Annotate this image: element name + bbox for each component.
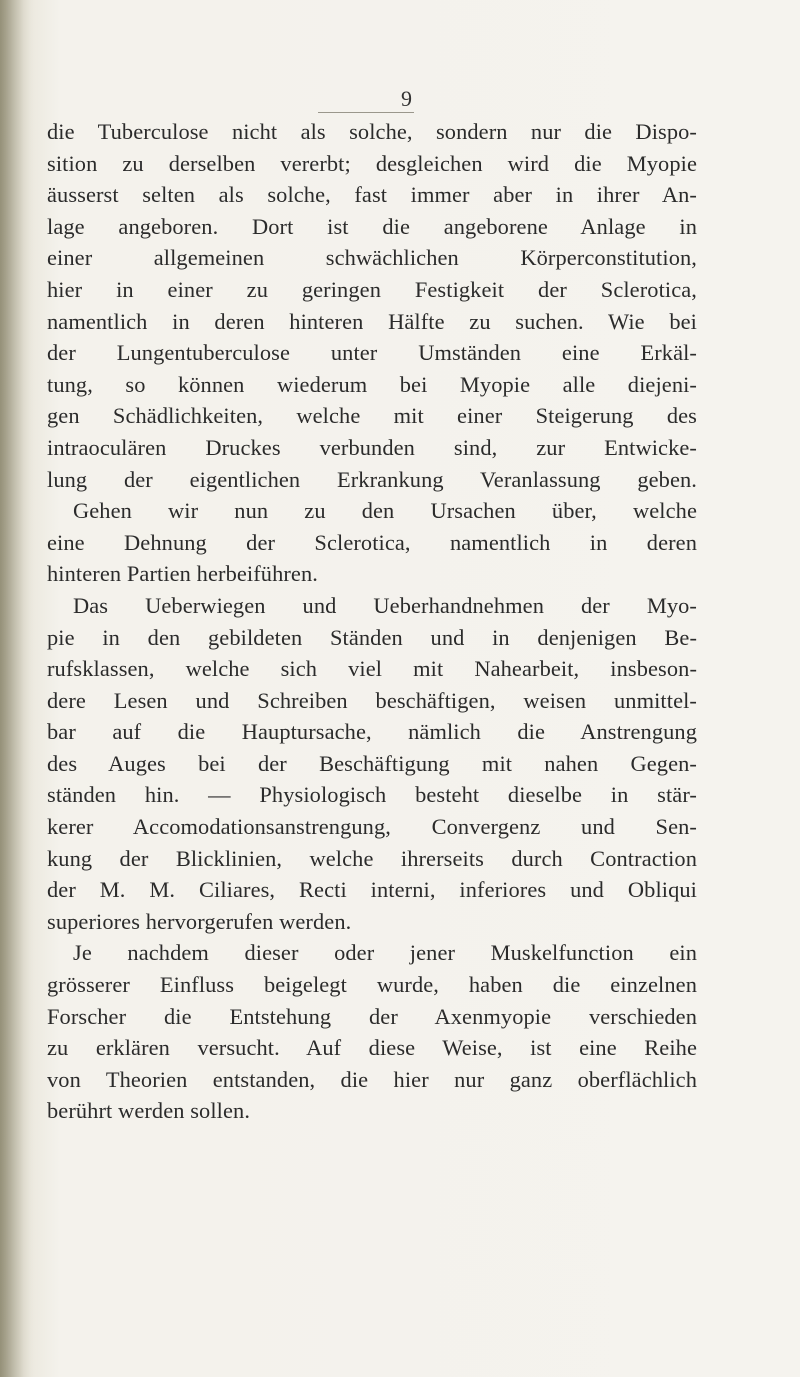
text-line: Je nachdem dieser oder jener Muskelfunction ein <box>73 940 697 966</box>
text-line: namentlich in deren hinteren Hälfte zu suchen. Wie bei <box>47 308 697 334</box>
body-text <box>47 116 697 1127</box>
text-line: hier in einer zu geringen Festigkeit der Sclerotica, <box>47 276 697 302</box>
binding-shadow <box>0 0 34 1377</box>
text-line: rufsklassen, welche sich viel mit Nahearbeit, insbeson- <box>47 656 697 682</box>
text-line: grösserer Einfluss beigelegt wurde, haben die einzelnen <box>47 972 697 998</box>
text-line: kung der Blicklinien, welche ihrerseits durch Contraction <box>47 845 697 871</box>
text-line: bar auf die Hauptursache, nämlich die Anstrengung <box>47 719 697 745</box>
text-line: der Lungentuberculose unter Umständen eine Erkäl- <box>47 340 697 366</box>
header-rule <box>318 112 414 113</box>
text-line: äusserst selten als solche, fast immer aber in ihrer An- <box>47 182 697 208</box>
text-line: lage angeboren. Dort ist die angeborene Anlage in <box>47 213 697 239</box>
text-line: pie in den gebildeten Ständen und in denjenigen Be- <box>47 624 697 650</box>
text-line: Forscher die Entstehung der Axenmyopie verschieden <box>47 1003 697 1029</box>
text-line: ständen hin. — Physiologisch besteht dieselbe in stär- <box>47 782 697 808</box>
text-line: hinteren Partien herbeiführen. <box>47 561 318 587</box>
text-line: des Auges bei der Beschäftigung mit nahen Gegen- <box>47 750 697 776</box>
text-line: intraoculären Druckes verbunden sind, zur Entwicke- <box>47 434 697 460</box>
text-line: Das Ueberwiegen und Ueberhandnehmen der Myo- <box>73 592 697 618</box>
text-line: dere Lesen und Schreiben beschäftigen, weisen unmittel- <box>47 687 697 713</box>
text-line: der M. M. Ciliares, Recti interni, inferiores und Obliqui <box>47 877 697 903</box>
text-line: von Theorien entstanden, die hier nur ganz oberflächlich <box>47 1066 697 1092</box>
text-line: kerer Accomodationsanstrengung, Convergenz und Sen- <box>47 814 697 840</box>
text-line: Gehen wir nun zu den Ursachen über, welche <box>73 498 697 524</box>
text-line: zu erklären versucht. Auf diese Weise, ist eine Reihe <box>47 1035 697 1061</box>
text-line: superiores hervorgerufen werden. <box>47 908 352 934</box>
text-line: eine Dehnung der Sclerotica, namentlich in deren <box>47 529 697 555</box>
text-line: berührt werden sollen. <box>47 1098 251 1124</box>
page-number: 9 <box>401 86 412 111</box>
text-line: die Tuberculose nicht als solche, sondern nur die Dispo- <box>47 119 697 144</box>
text-line: sition zu derselben vererbt; desgleichen wird die Myopie <box>47 150 697 176</box>
text-line: tung, so können wiederum bei Myopie alle diejeni- <box>47 371 697 397</box>
text-line: lung der eigentlichen Erkrankung Veranlassung geben. <box>47 466 697 492</box>
text-line: einer allgemeinen schwächlichen Körperconstitution, <box>47 245 697 271</box>
text-line: gen Schädlichkeiten, welche mit einer Steigerung des <box>47 403 697 429</box>
